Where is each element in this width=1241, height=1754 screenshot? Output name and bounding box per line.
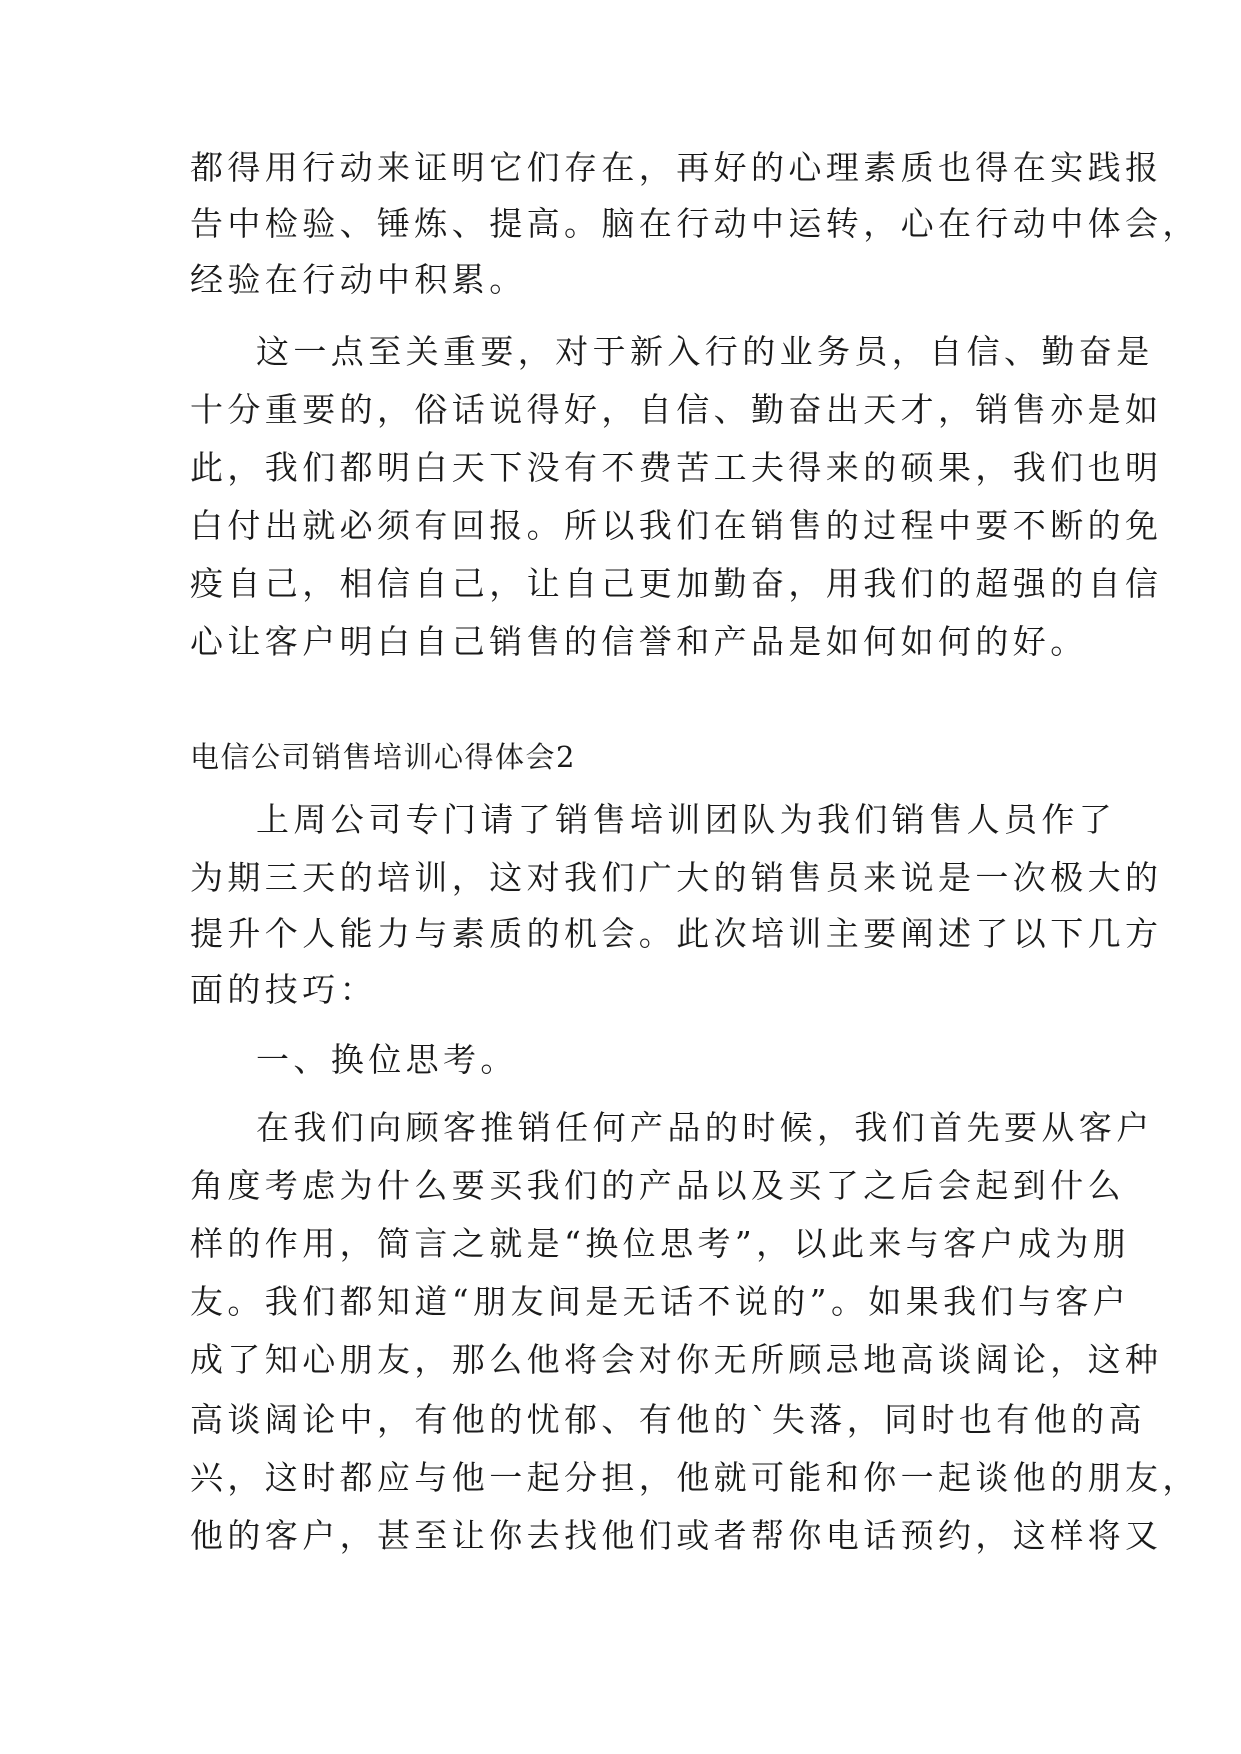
text-line: 高谈阔论中，有他的忧郁、有他的`失落，同时也有他的高: [190, 1400, 1146, 1439]
text-line: 面的技巧：: [190, 970, 377, 1009]
text-line: 友。我们都知道“朋友间是无话不说的”。如果我们与客户: [190, 1282, 1131, 1321]
text-line: 这一点至关重要，对于新入行的业务员，自信、勤奋是: [256, 332, 1154, 371]
text-line: 十分重要的，俗话说得好，自信、勤奋出天才，销售亦是如: [190, 390, 1163, 429]
text-line: 兴，这时都应与他一起分担，他就可能和你一起谈他的朋友，: [190, 1458, 1200, 1497]
text-line: 白付出就必须有回报。所以我们在销售的过程中要不断的免: [190, 506, 1163, 545]
text-line: 一、换位思考。: [256, 1040, 518, 1079]
section-title: 电信公司销售培训心得体会2: [190, 740, 576, 774]
text-line: 在我们向顾客推销任何产品的时候，我们首先要从客户: [256, 1108, 1154, 1147]
text-line: 告中检验、锤炼、提高。脑在行动中运转，心在行动中体会，: [190, 204, 1200, 243]
text-line: 都得用行动来证明它们存在，再好的心理素质也得在实践报: [190, 148, 1163, 187]
text-line: 他的客户，甚至让你去找他们或者帮你电话预约，这样将又: [190, 1516, 1163, 1555]
text-line: 经验在行动中积累。: [190, 260, 527, 299]
text-line: 上周公司专门请了销售培训团队为我们销售人员作了: [256, 800, 1117, 839]
text-line: 角度考虑为什么要买我们的产品以及买了之后会起到什么: [190, 1166, 1125, 1205]
text-line: 为期三天的培训，这对我们广大的销售员来说是一次极大的: [190, 858, 1163, 897]
text-line: 此，我们都明白天下没有不费苦工夫得来的硕果，我们也明: [190, 448, 1163, 487]
text-line: 提升个人能力与素质的机会。此次培训主要阐述了以下几方: [190, 914, 1163, 953]
text-line: 成了知心朋友，那么他将会对你无所顾忌地高谈阔论，这种: [190, 1340, 1163, 1379]
text-line: 样的作用，简言之就是“换位思考”，以此来与客户成为朋: [190, 1224, 1131, 1263]
text-line: 疫自己，相信自己，让自己更加勤奋，用我们的超强的自信: [190, 564, 1163, 603]
text-line: 心让客户明白自己销售的信誉和产品是如何如何的好。: [190, 622, 1088, 661]
